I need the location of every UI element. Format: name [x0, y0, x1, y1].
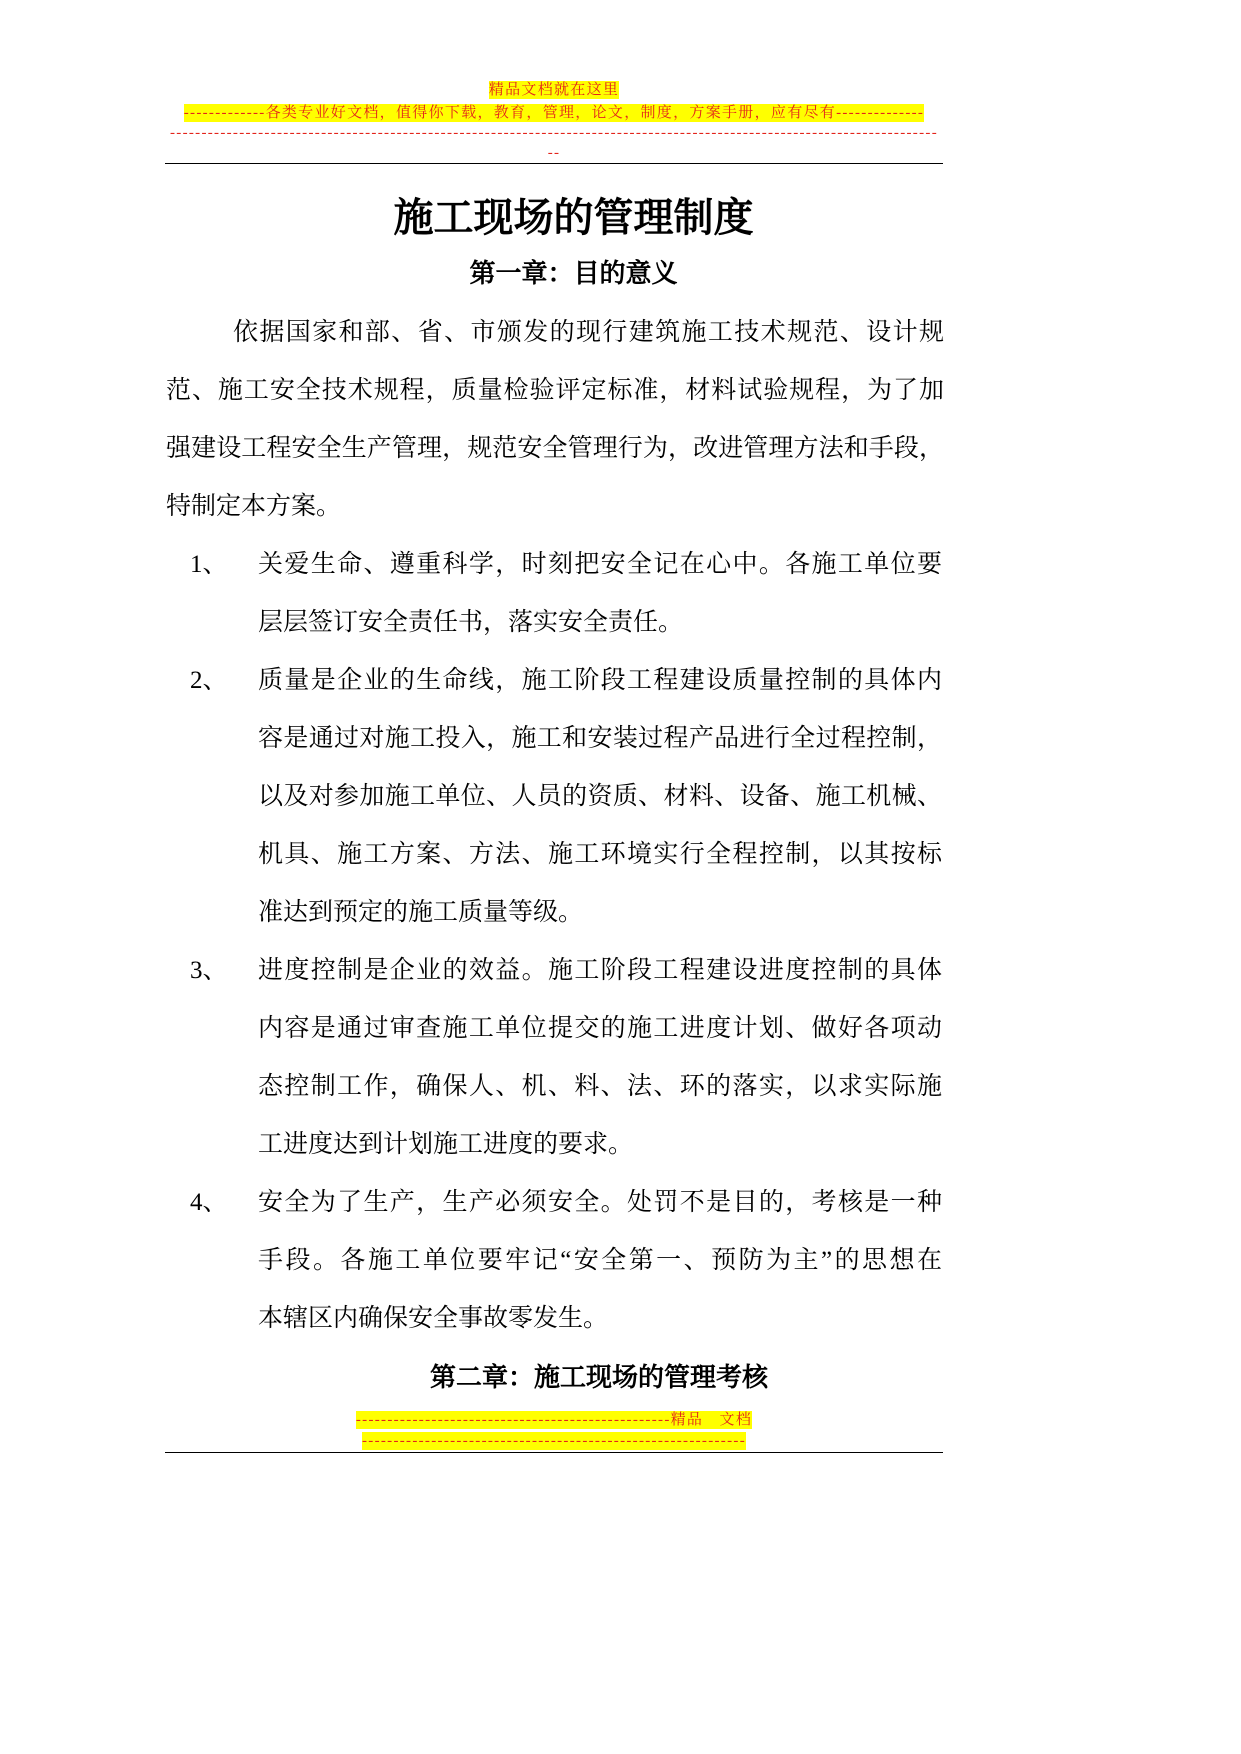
header-tagline-line: [165, 80, 943, 100]
chapter-2-heading: 第二章：施工现场的管理考核: [429, 1363, 768, 1392]
intro-line: 依据国家和部、省、市颁发的现行建筑施工技术规范、设计规: [233, 319, 944, 346]
intro-line: 特制定本方案。: [166, 493, 342, 520]
footer-dash-line: -------------------------------------------------------------: [361, 1433, 746, 1449]
item-line: 工进度达到计划施工进度的要求。: [258, 1131, 634, 1158]
list-number: 4、: [190, 1189, 228, 1216]
item-line: 态控制工作，确保人、机、料、法、环的落实，以求实际施: [258, 1073, 942, 1100]
item-line: 以及对参加施工单位、人员的资质、材料、设备、施工机械、: [258, 783, 942, 810]
intro-paragraph: [166, 304, 944, 536]
document-title: 施工现场的管理制度: [393, 195, 754, 240]
list-item-text: [258, 1174, 942, 1348]
list-item-text: [258, 536, 942, 652]
item-line: 容是通过对施工投入，施工和安装过程产品进行全过程控制，: [258, 725, 942, 752]
header-rule: [165, 163, 943, 164]
list-item-text: [258, 652, 942, 942]
item-line: 准达到预定的施工质量等级。: [258, 899, 584, 926]
list-item-1: [0, 536, 1241, 652]
list-number: 2、: [190, 667, 228, 694]
header-tagline: 精品文档就在这里: [488, 82, 620, 98]
item-line: 本辖区内确保安全事故零发生。: [258, 1305, 609, 1332]
item-line: 层层签订安全责任书，落实安全责任。: [258, 609, 684, 636]
footer-label-line: --------------------------------------------------精品 文档: [355, 1412, 753, 1428]
header-dash-tail: --: [547, 145, 561, 161]
header-banner-line: [165, 103, 943, 123]
header-dash-tail-row: [165, 143, 943, 163]
list-number: 3、: [190, 957, 228, 984]
list-item-4: [0, 1174, 1241, 1348]
item-line: 安全为了生产，生产必须安全。处罚不是目的，考核是一种: [258, 1189, 942, 1216]
footer-rule: [165, 1452, 943, 1453]
header-banner: -------------各类专业好文档，值得你下载，教育，管理，论文，制度，方案手册，应有尽有--------------: [183, 105, 925, 121]
chapter-1-heading: 第一章：目的意义: [469, 259, 678, 288]
list-item-2: [0, 652, 1241, 942]
item-line: 机具、施工方案、方法、施工环境实行全程控制，以其按标: [258, 841, 942, 868]
intro-line: 范、施工安全技术规程，质量检验评定标准，材料试验规程，为了加: [166, 377, 944, 404]
item-line: 关爱生命、遵重科学，时刻把安全记在心中。各施工单位要: [258, 551, 942, 578]
header-dash-row: [165, 123, 943, 143]
footer-dash-row: [165, 1431, 943, 1451]
list-item-text: [258, 942, 942, 1174]
header-dash-line: --------------------------------------------------------------------------------------------------------------------------: [169, 125, 938, 141]
footer-label-row: [165, 1410, 943, 1430]
item-line: 质量是企业的生命线，施工阶段工程建设质量控制的具体内: [258, 667, 942, 694]
item-line: 内容是通过审查施工单位提交的施工进度计划、做好各项动: [258, 1015, 942, 1042]
document-body: [0, 304, 1241, 1348]
intro-line: 强建设工程安全生产管理，规范安全管理行为，改进管理方法和手段，: [166, 435, 944, 462]
item-line: 进度控制是企业的效益。施工阶段工程建设进度控制的具体: [258, 957, 942, 984]
list-number: 1、: [190, 551, 228, 578]
list-item-3: [0, 942, 1241, 1174]
item-line: 手段。各施工单位要牢记“安全第一、预防为主”的思想在: [258, 1247, 942, 1274]
